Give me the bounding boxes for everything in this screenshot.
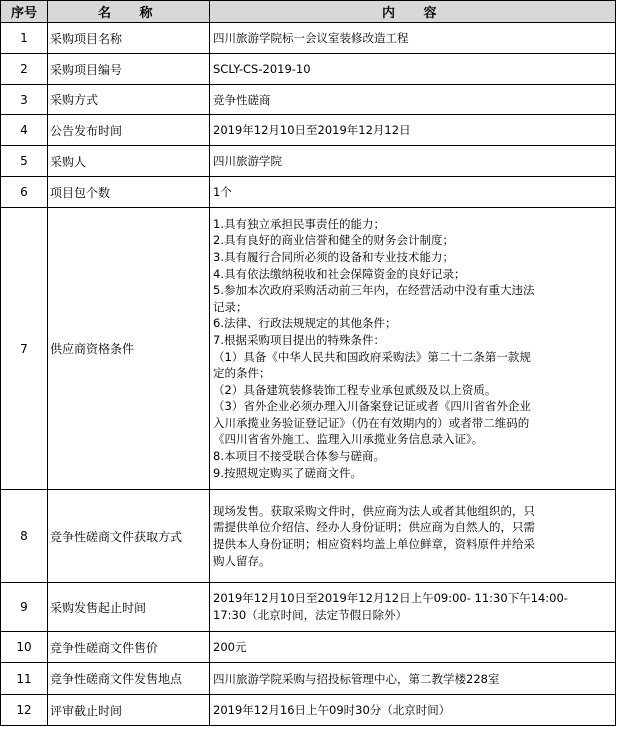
row-item-content: [210, 490, 616, 583]
table-row: [1, 632, 616, 663]
table-row: [1, 695, 616, 726]
row-item-name: 公告发布时间: [48, 115, 210, 146]
table-row: [1, 146, 616, 177]
table-row: [1, 115, 616, 146]
content-line: 四川旅游学院采购与招投标管理中心，第二教学楼228室: [213, 671, 500, 686]
content-line: 6.法律、行政法规规定的其他条件；: [213, 316, 397, 331]
content-line: 200元: [213, 640, 247, 654]
row-item-content: [210, 632, 616, 663]
row-number: 10: [1, 632, 48, 663]
content-line: 2019年12月10日至2019年12月12日上午09:00- 11:30下午14:00-: [213, 591, 568, 606]
content-line: 7.根据采购项目提出的特殊条件：: [213, 332, 385, 347]
content-line: （3）省外企业必须办理入川备案登记证或者《四川省省外企业: [213, 399, 531, 414]
row-number: 11: [1, 663, 48, 695]
row-number: 5: [1, 146, 48, 177]
row-item-content: [210, 54, 616, 85]
row-item-name: 采购发售起止时间: [48, 583, 210, 632]
row-item-name: 供应商资格条件: [48, 208, 210, 490]
table-row: [1, 177, 616, 208]
content-line: 4.具有依法缴纳税收和社会保障资金的良好记录；: [213, 266, 466, 281]
row-item-name: 采购项目名称: [48, 23, 210, 54]
header-content-text: 内 容: [381, 6, 444, 21]
row-item-content: [210, 115, 616, 146]
content-line: 2019年12月10日至2019年12月12日: [213, 123, 411, 137]
table-header-row: [1, 1, 616, 23]
content-line: 5.参加本次政府采购活动前三年内，在经营活动中没有重大违法: [213, 283, 535, 298]
row-number: 6: [1, 177, 48, 208]
content-line: （1）具备《中华人民共和国政府采购法》第二十二条第一款规: [213, 349, 531, 364]
content-line: 9.按照规定购买了磋商文件。: [213, 465, 362, 480]
row-item-name: 竞争性磋商文件获取方式: [48, 490, 210, 583]
row-item-content: [210, 146, 616, 177]
content-line: 定的条件；: [213, 366, 271, 381]
row-item-name: 采购方式: [48, 85, 210, 115]
row-number: 2: [1, 54, 48, 85]
content-line: 竞争性磋商: [213, 92, 271, 107]
table-body: [1, 23, 616, 726]
row-item-content: [210, 177, 616, 208]
row-number: 4: [1, 115, 48, 146]
content-line: 需提供单位介绍信、经办人身份证明；供应商为自然人的，只需: [213, 520, 535, 535]
content-line: 提供本人身份证明；相应资料均盖上单位鲜章，资料原件并给采: [213, 537, 535, 551]
content-line: 17:30（北京时间，法定节假日除外）: [213, 608, 408, 622]
header-name: [48, 1, 210, 23]
content-line: 2.具有良好的商业信誉和健全的财务会计制度；: [213, 233, 454, 248]
table-row: [1, 85, 616, 115]
content-line: 2019年12月16日上午09时30分（北京时间）: [213, 703, 451, 717]
row-number: 8: [1, 490, 48, 583]
content-line: 1个: [213, 185, 232, 199]
row-number: 7: [1, 208, 48, 490]
row-item-name: 竞争性磋商文件售价: [48, 632, 210, 663]
row-number: 1: [1, 23, 48, 54]
content-line: 现场发售。获取采购文件时，供应商为法人或者其他组织的，只: [213, 503, 535, 518]
content-line: 记录；: [213, 299, 248, 314]
table-row: [1, 54, 616, 85]
row-item-content: [210, 23, 616, 54]
row-item-name: 评审截止时间: [48, 695, 210, 726]
row-item-name: 采购人: [48, 146, 210, 177]
header-name-text: 名 称: [97, 6, 160, 21]
content-line: 入川承揽业务验证登记证》（仍在有效期内的）或者带二维码的: [213, 415, 530, 430]
table-row: [1, 583, 616, 632]
header-no: 序号: [1, 1, 48, 23]
row-number: 3: [1, 85, 48, 115]
row-item-content: [210, 663, 616, 695]
table-row: [1, 490, 616, 583]
content-line: 《四川省省外施工、监理入川承揽业务信息录入证》。: [213, 432, 484, 447]
content-line: 3.具有履行合同所必须的设备和专业技术能力；: [213, 249, 454, 264]
row-item-content: [210, 85, 616, 115]
content-line: 8.本项目不接受联合体参与磋商。: [213, 449, 385, 464]
content-line: SCLY-CS-2019-10: [213, 62, 311, 76]
table-row: [1, 208, 616, 490]
content-line: 四川旅游学院标一会议室装修改造工程: [213, 31, 409, 45]
row-item-name: 竞争性磋商文件发售地点: [48, 663, 210, 695]
content-line: 1.具有独立承担民事责任的能力；: [213, 216, 385, 231]
row-item-content: [210, 208, 616, 490]
row-number: 12: [1, 695, 48, 726]
content-line: 四川旅游学院: [213, 154, 282, 168]
row-item-content: [210, 583, 616, 632]
row-item-name: 采购项目编号: [48, 54, 210, 85]
content-line: （2）具备建筑装修装饰工程专业承包贰级及以上资质。: [213, 382, 497, 397]
row-item-name: 项目包个数: [48, 177, 210, 208]
row-number: 9: [1, 583, 48, 632]
header-content: [210, 1, 616, 23]
content-line: 购人留存。: [213, 553, 271, 568]
row-item-content: [210, 695, 616, 726]
table-row: [1, 23, 616, 54]
table-row: [1, 663, 616, 695]
